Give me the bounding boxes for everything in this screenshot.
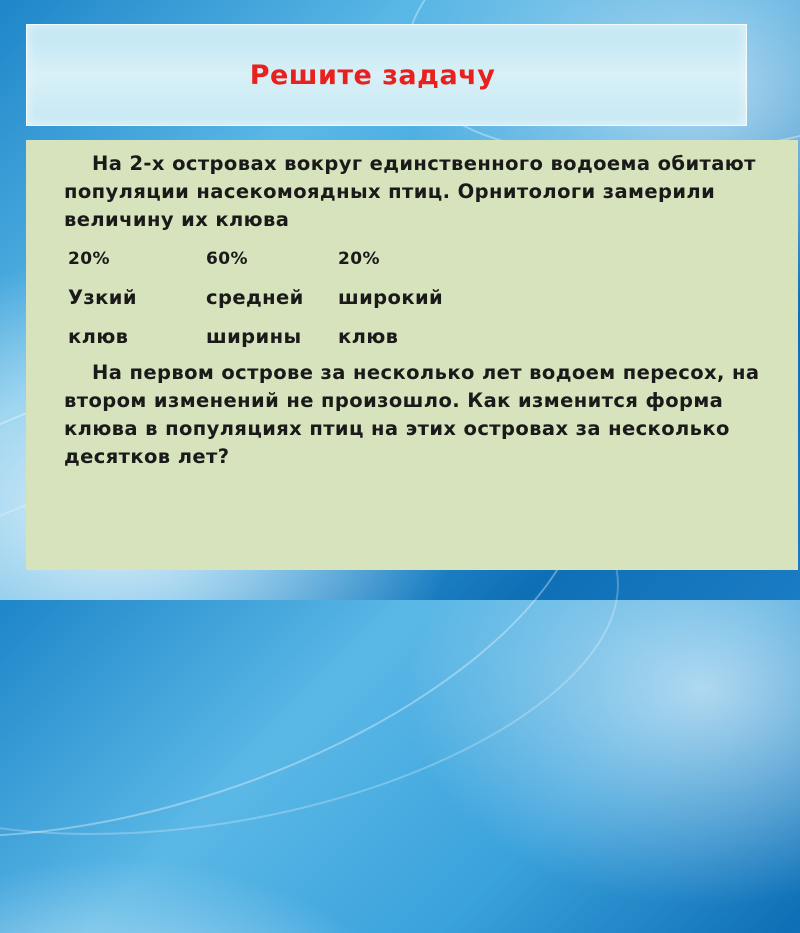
percentage-row xyxy=(64,245,794,273)
slide-title: Решите задачу xyxy=(249,59,496,91)
percentage-medium: 60% xyxy=(206,249,248,269)
beak-type-medium: средней xyxy=(206,286,304,309)
problem-question: На первом острове за несколько лет водоем пересох, на втором изменений не произошло. Как изменится форма клюва в популяциях птиц на этих островах за несколько десятков лет? xyxy=(64,361,760,468)
beak-type-row-1 xyxy=(64,284,794,312)
content-box xyxy=(26,140,798,570)
beak-type-narrow: Узкий xyxy=(68,286,137,309)
problem-text xyxy=(64,150,794,471)
beak-word-1: клюв xyxy=(68,325,129,348)
title-box xyxy=(26,24,747,126)
percentage-narrow: 20% xyxy=(68,249,110,269)
beak-type-wide: широкий xyxy=(338,286,444,309)
percentage-wide: 20% xyxy=(338,249,380,269)
beak-type-row-2 xyxy=(64,323,794,351)
beak-word-3: клюв xyxy=(338,325,399,348)
beak-word-2: ширины xyxy=(206,325,302,348)
problem-intro: На 2-х островах вокруг единственного водоема обитают популяции насекомоядных птиц. Орнитологи замерили величину их клюва xyxy=(64,152,756,231)
